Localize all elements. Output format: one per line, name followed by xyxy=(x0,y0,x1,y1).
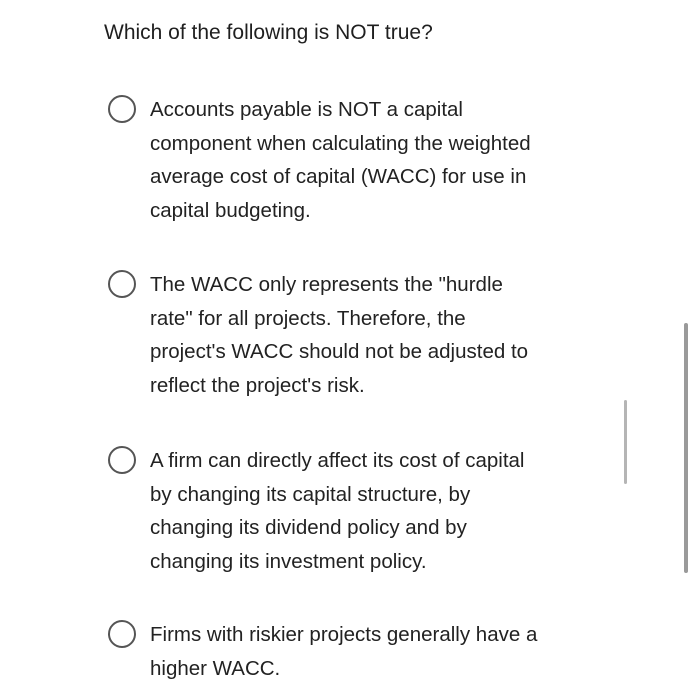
option-line: rate" for all projects. Therefore, the xyxy=(150,306,466,330)
inner-scrollbar[interactable] xyxy=(624,400,627,484)
option-line: higher WACC. xyxy=(150,656,281,680)
option-line: by changing its capital structure, by xyxy=(150,482,471,506)
answer-option-4[interactable] xyxy=(108,618,558,685)
answer-option-text xyxy=(150,618,537,685)
option-line: project's WACC should not be adjusted to xyxy=(150,340,529,363)
radio-button-icon[interactable] xyxy=(108,620,136,648)
option-line: changing its investment policy. xyxy=(150,549,427,573)
option-line: capital budgeting. xyxy=(150,198,311,222)
option-line: Accounts payable is NOT a capital xyxy=(150,98,463,121)
page-scrollbar[interactable] xyxy=(684,323,688,573)
option-line: changing its dividend policy and by xyxy=(150,516,467,539)
option-line: reflect the project's risk. xyxy=(150,373,365,397)
answer-option-text xyxy=(150,93,531,227)
radio-button-icon[interactable] xyxy=(108,270,136,298)
answer-option-text xyxy=(150,444,524,578)
option-line: A firm can directly affect its cost of capital xyxy=(150,449,525,472)
option-line: average cost of capital (WACC) for use in xyxy=(150,165,527,188)
answer-option-3[interactable] xyxy=(108,444,558,578)
answer-option-1[interactable] xyxy=(108,93,558,227)
radio-button-icon[interactable] xyxy=(108,95,136,123)
option-line: Firms with riskier projects generally have a xyxy=(150,623,538,646)
answer-option-text xyxy=(150,268,528,402)
question-prompt: Which of the following is NOT true? xyxy=(104,21,433,44)
option-line: component when calculating the weighted xyxy=(150,131,531,155)
option-line: The WACC only represents the "hurdle xyxy=(150,273,503,296)
answer-option-2[interactable] xyxy=(108,268,558,402)
radio-button-icon[interactable] xyxy=(108,446,136,474)
